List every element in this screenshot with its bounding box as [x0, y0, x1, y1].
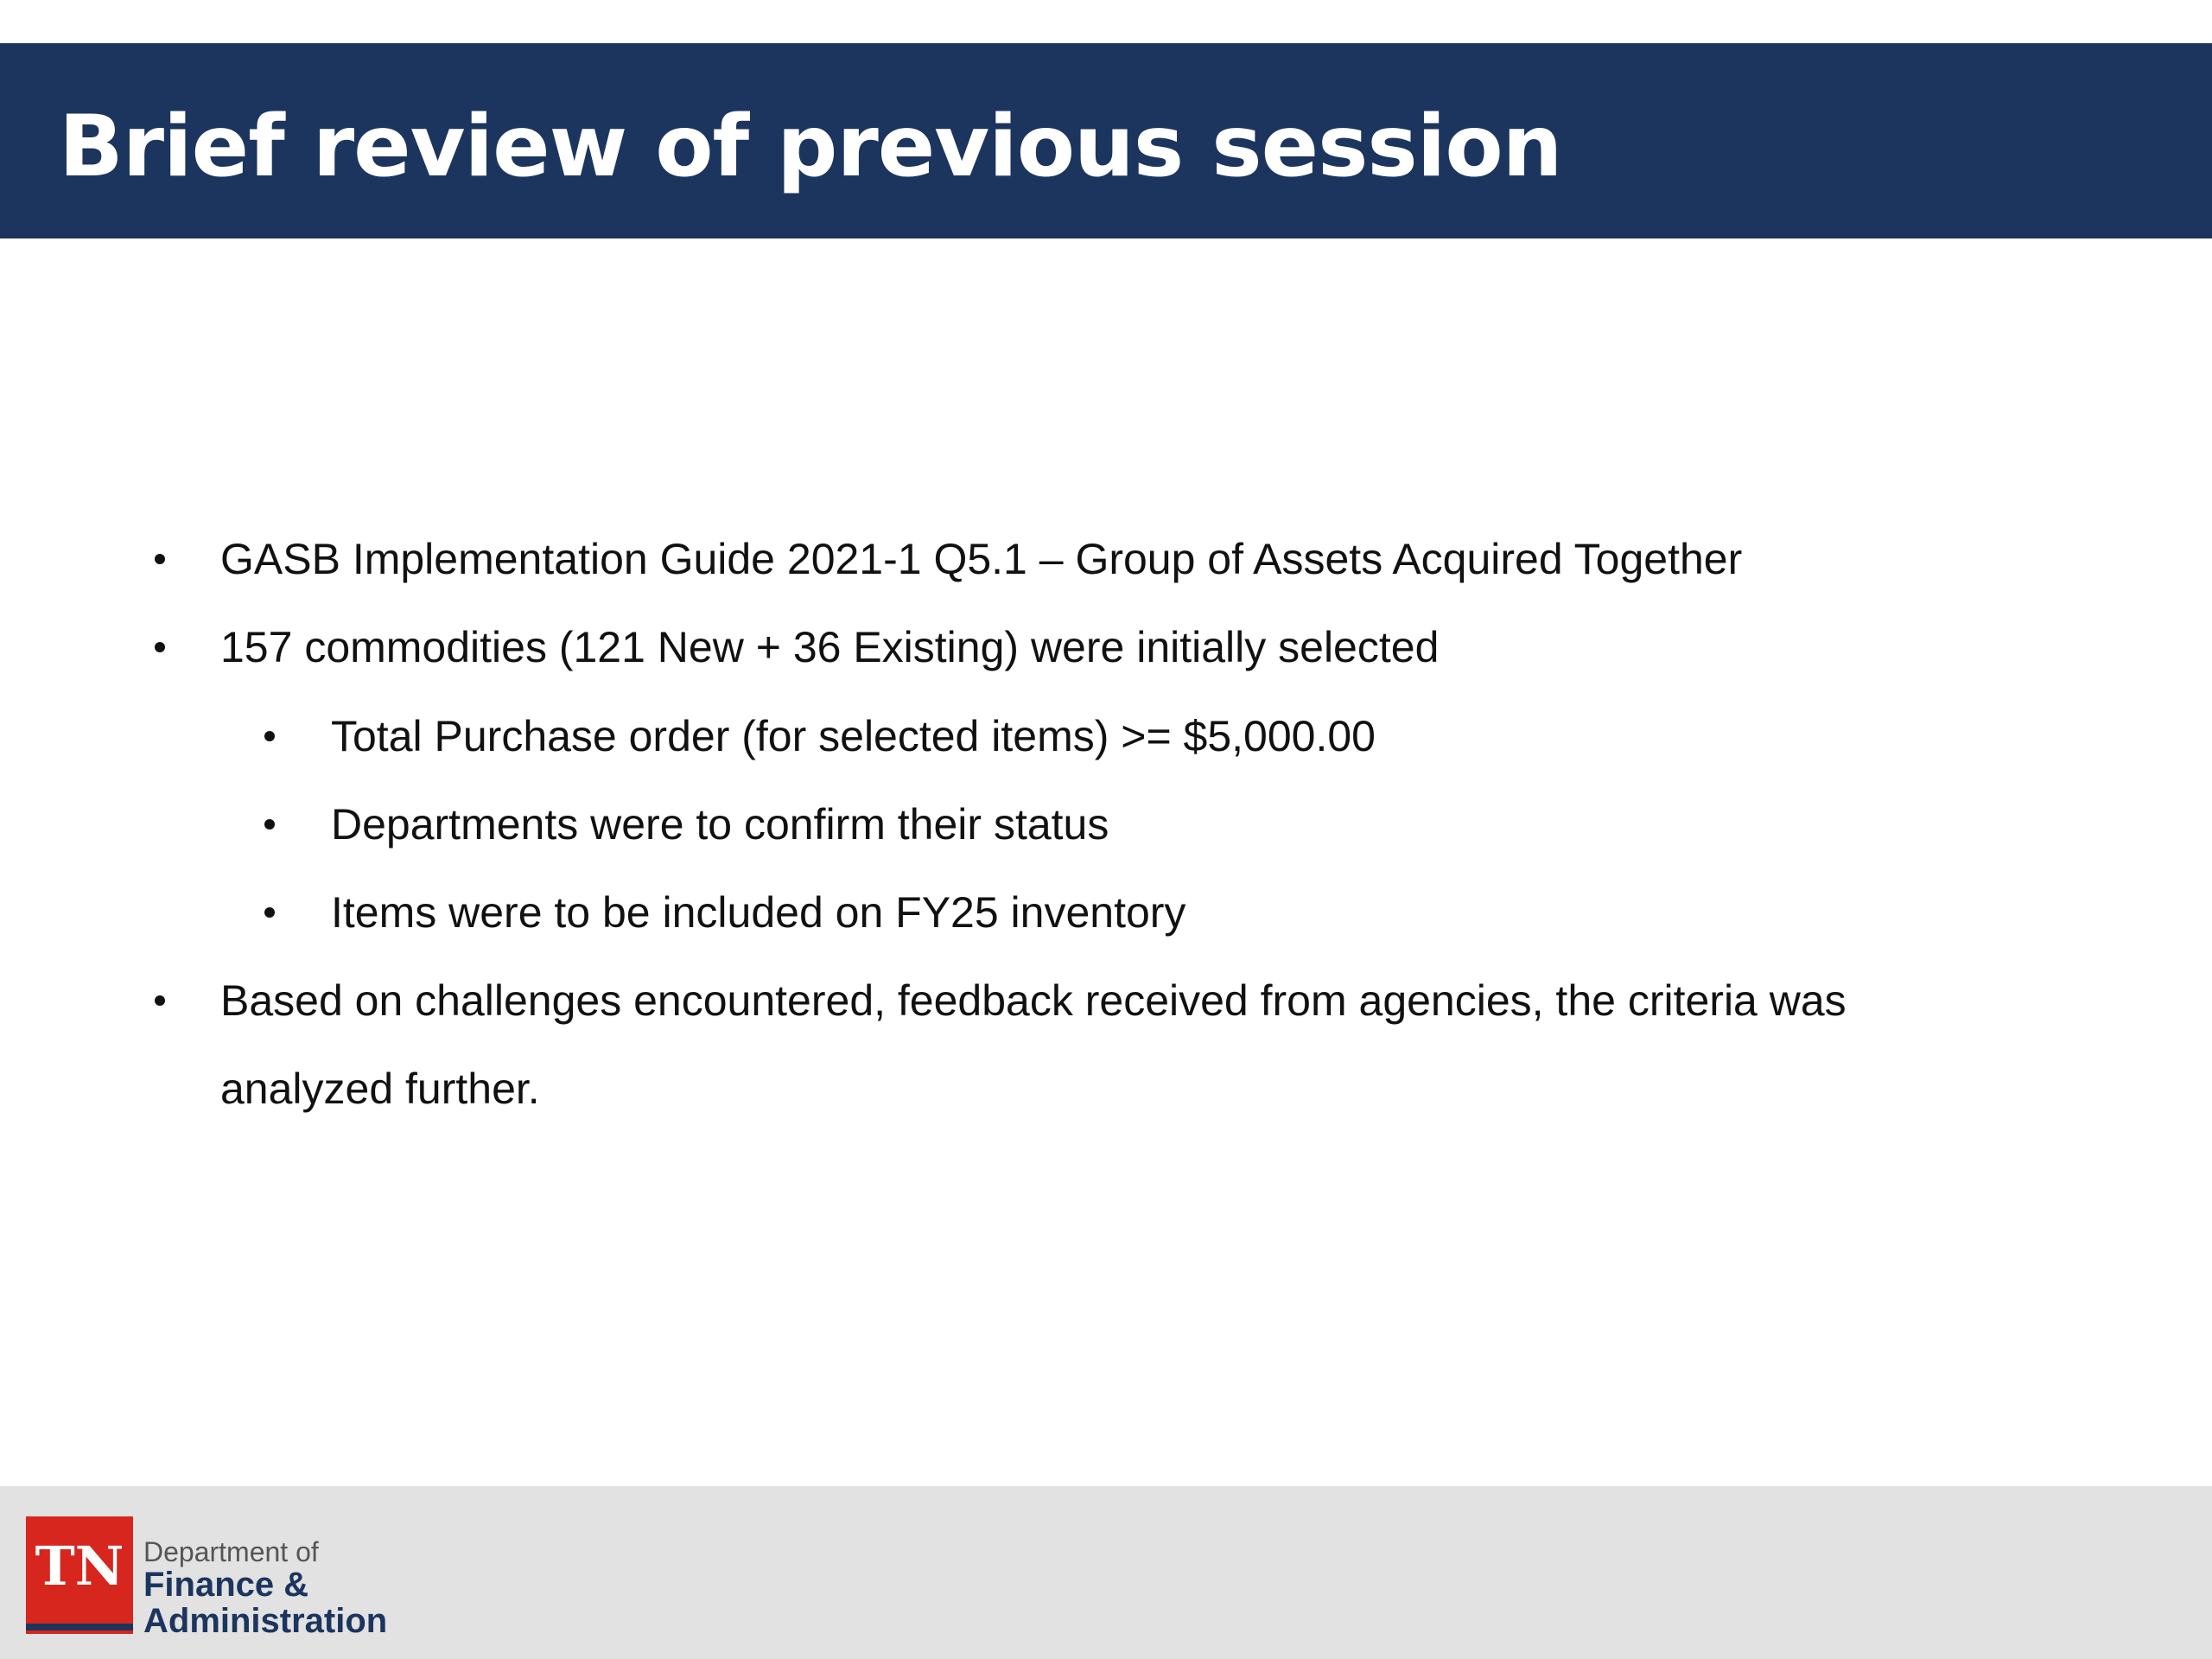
tn-logo-mark — [26, 1516, 133, 1634]
logo-administration: Administration — [143, 1602, 388, 1640]
bullet-dot — [155, 995, 165, 1006]
bullet-dot — [155, 554, 165, 564]
sub-bullet-dot — [264, 731, 275, 741]
logo-department-of: Department of — [143, 1536, 319, 1567]
bullet-dot — [155, 642, 165, 652]
sub-bullet-item: Total Purchase order (for selected items) >= $5,000.00 — [331, 712, 1376, 760]
tn-logo-text: TN — [35, 1535, 124, 1598]
sub-bullet-dot — [264, 907, 275, 918]
sub-bullet-item: Departments were to confirm their status — [331, 800, 1109, 849]
sub-bullet-dot — [264, 819, 275, 830]
logo-underline — [26, 1624, 133, 1630]
bullet-item: Based on challenges encountered, feedback received from agencies, the criteria was — [220, 976, 1847, 1025]
sub-bullet-item: Items were to be included on FY25 inventory — [331, 888, 1186, 937]
bullet-item-continuation: analyzed further. — [220, 1065, 540, 1113]
slide-title: Brief review of previous session — [59, 98, 1562, 196]
bullet-item: 157 commodities (121 New + 36 Existing) were initially selected — [220, 623, 1440, 671]
bullet-item: GASB Implementation Guide 2021-1 Q5.1 – Group of Assets Acquired Together — [220, 535, 1743, 583]
logo-finance: Finance & — [143, 1566, 309, 1604]
